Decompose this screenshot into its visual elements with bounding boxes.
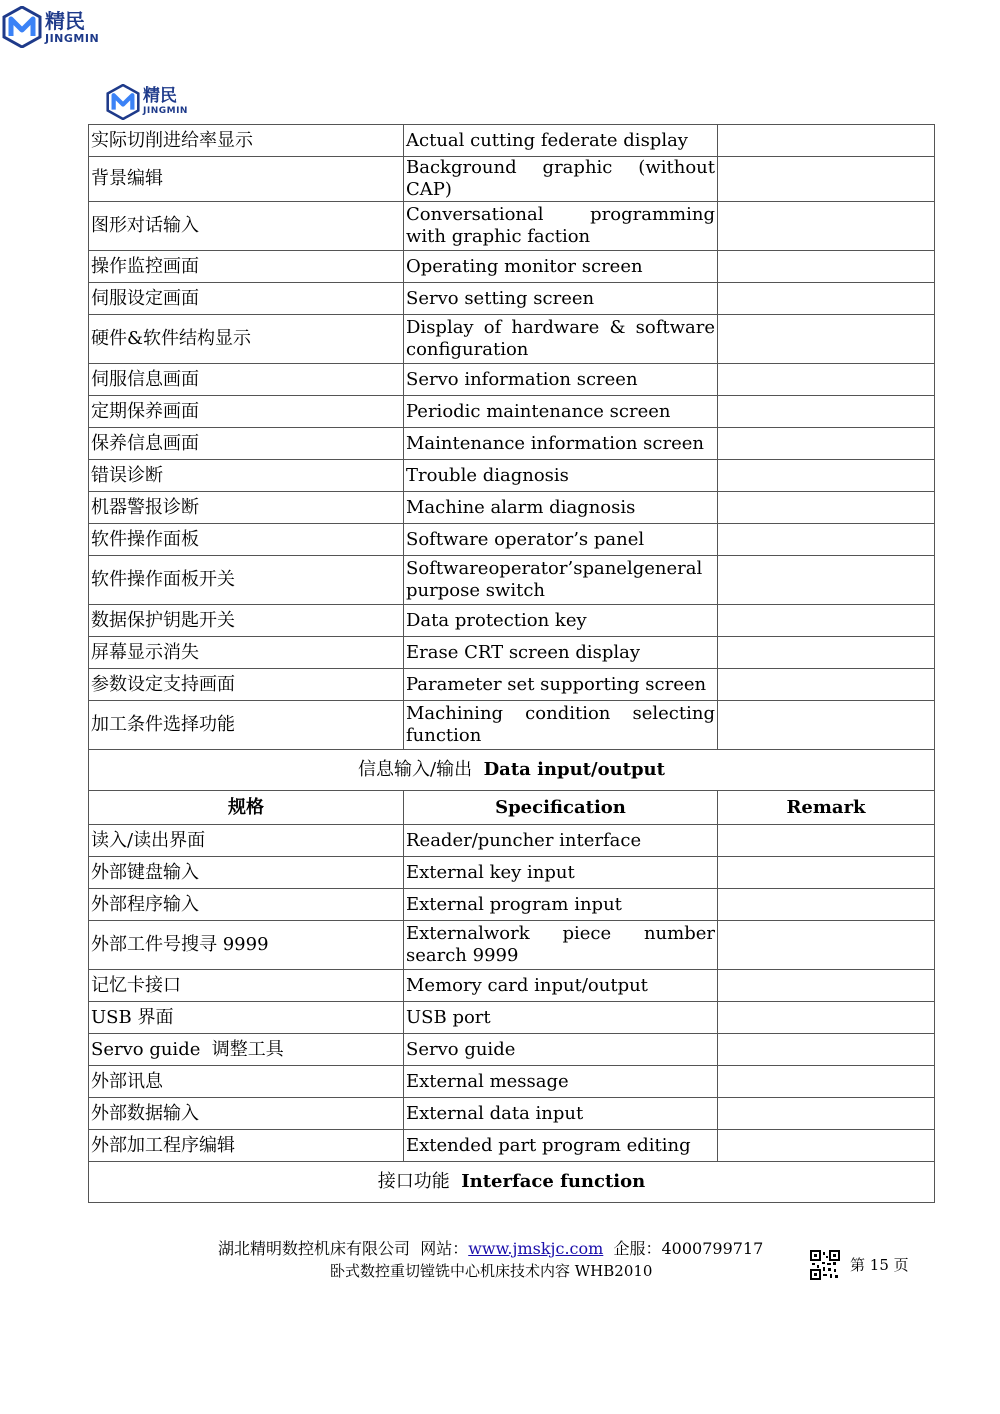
- website-link[interactable]: www.jmskjc.com: [468, 1239, 604, 1258]
- remark-cell: [718, 605, 935, 637]
- table-row: [89, 157, 935, 202]
- remark-cell: [718, 669, 935, 701]
- spec-en: Servo guide: [404, 1034, 718, 1066]
- spec-cn: 读入/读出界面: [89, 825, 404, 857]
- footer-doc-title: 卧式数控重切镗铣中心机床技术内容 WHB2010: [330, 1262, 653, 1280]
- spec-en: Machining condition selecting function: [404, 701, 718, 750]
- spec-en: Reader/puncher interface: [404, 825, 718, 857]
- corner-logo: [2, 6, 99, 48]
- remark-cell: [718, 1066, 935, 1098]
- table-row: [89, 1034, 935, 1066]
- footer-service-phone: 4000799717: [661, 1239, 764, 1258]
- spec-en: Actual cutting federate display: [404, 125, 718, 157]
- spec-cn: 伺服设定画面: [89, 283, 404, 315]
- spec-en: Display of hardware & software configuration: [404, 315, 718, 364]
- table-row: [89, 315, 935, 364]
- spec-en: Maintenance information screen: [404, 428, 718, 460]
- spec-en: Trouble diagnosis: [404, 460, 718, 492]
- spec-table: [88, 124, 935, 1203]
- remark-cell: [718, 157, 935, 202]
- qr-code-icon: [810, 1250, 840, 1280]
- table-row: [89, 556, 935, 605]
- spec-en: Extended part program editing: [404, 1130, 718, 1162]
- section-heading: [89, 1162, 935, 1203]
- spec-en: Conversational programming with graphic faction: [404, 202, 718, 251]
- footer-contact-line: [218, 1236, 763, 1259]
- spec-en: Servo setting screen: [404, 283, 718, 315]
- spec-en: External message: [404, 1066, 718, 1098]
- spec-cn: 保养信息画面: [89, 428, 404, 460]
- spec-cn: 屏幕显示消失: [89, 637, 404, 669]
- spec-en: Erase CRT screen display: [404, 637, 718, 669]
- section-title-en: Data input/output: [483, 759, 665, 780]
- spec-cn: 定期保养画面: [89, 396, 404, 428]
- remark-cell: [718, 556, 935, 605]
- remark-cell: [718, 492, 935, 524]
- spec-en: Externalwork piece number search 9999: [404, 921, 718, 970]
- header-logo: [106, 84, 188, 120]
- spec-en: Software operator’s panel: [404, 524, 718, 556]
- spec-en: Data protection key: [404, 605, 718, 637]
- spec-cn: 外部程序输入: [89, 889, 404, 921]
- spec-cn: 机器警报诊断: [89, 492, 404, 524]
- remark-cell: [718, 1130, 935, 1162]
- spec-en: USB port: [404, 1002, 718, 1034]
- spec-cn: 加工条件选择功能: [89, 701, 404, 750]
- spec-cn: 外部数据输入: [89, 1098, 404, 1130]
- logo-name-cn: 精民: [143, 86, 177, 106]
- spec-en: Parameter set supporting screen: [404, 669, 718, 701]
- footer-site-label: 网站：: [420, 1239, 469, 1258]
- table-row: [89, 637, 935, 669]
- spec-en: Softwareoperator’spanelgeneral purpose switch: [404, 556, 718, 605]
- table-row: [89, 202, 935, 251]
- spec-cn: 记忆卡接口: [89, 970, 404, 1002]
- spec-en: Operating monitor screen: [404, 251, 718, 283]
- table-row: [89, 1066, 935, 1098]
- remark-cell: [718, 970, 935, 1002]
- spec-cn: 实际切削进给率显示: [89, 125, 404, 157]
- logo-name-cn: 精民: [45, 8, 85, 33]
- remark-cell: [718, 1034, 935, 1066]
- remark-cell: [718, 701, 935, 750]
- spec-cn: 参数设定支持画面: [89, 669, 404, 701]
- spec-en: Servo information screen: [404, 364, 718, 396]
- remark-cell: [718, 428, 935, 460]
- spec-cn: 数据保护钥匙开关: [89, 605, 404, 637]
- section-title-cn: 接口功能: [377, 1171, 450, 1192]
- table-row: [89, 125, 935, 157]
- spec-cn: 硬件&软件结构显示: [89, 315, 404, 364]
- table-row: [89, 251, 935, 283]
- spec-table-body: [89, 125, 935, 1203]
- remark-cell: [718, 202, 935, 251]
- table-row: [89, 970, 935, 1002]
- spec-en: External program input: [404, 889, 718, 921]
- spec-cn: USB 界面: [89, 1002, 404, 1034]
- logo-name-en: JINGMIN: [143, 106, 188, 116]
- table-row: [89, 1002, 935, 1034]
- table-row: [89, 889, 935, 921]
- section-title-cn: 信息输入/输出: [358, 759, 473, 780]
- footer-company: 湖北精明数控机床有限公司: [218, 1239, 411, 1258]
- spec-cn: 图形对话输入: [89, 202, 404, 251]
- remark-cell: [718, 524, 935, 556]
- remark-cell: [718, 1098, 935, 1130]
- table-row: [89, 428, 935, 460]
- page-number-suffix: 页: [893, 1256, 909, 1274]
- spec-en: Memory card input/output: [404, 970, 718, 1002]
- spec-en: Machine alarm diagnosis: [404, 492, 718, 524]
- table-row: [89, 492, 935, 524]
- remark-cell: [718, 857, 935, 889]
- table-row: [89, 1130, 935, 1162]
- remark-cell: [718, 1002, 935, 1034]
- column-header-remark: Remark: [718, 791, 935, 825]
- spec-cn: 外部讯息: [89, 1066, 404, 1098]
- column-header-cn: 规格: [89, 791, 404, 825]
- spec-cn: 外部键盘输入: [89, 857, 404, 889]
- remark-cell: [718, 396, 935, 428]
- section-heading-row: [89, 750, 935, 791]
- remark-cell: [718, 125, 935, 157]
- remark-cell: [718, 283, 935, 315]
- table-row: [89, 857, 935, 889]
- section-heading: [89, 750, 935, 791]
- table-row: [89, 283, 935, 315]
- remark-cell: [718, 315, 935, 364]
- jingmin-logo-icon: [106, 84, 140, 120]
- spec-cn: 外部工件号搜寻 9999: [89, 921, 404, 970]
- remark-cell: [718, 364, 935, 396]
- page-number-prefix: 第: [850, 1256, 866, 1274]
- table-row: [89, 396, 935, 428]
- page-number: [850, 1254, 909, 1275]
- remark-cell: [718, 637, 935, 669]
- logo-name-en: JINGMIN: [45, 31, 100, 45]
- spec-cn: Servo guide 调整工具: [89, 1034, 404, 1066]
- remark-cell: [718, 251, 935, 283]
- table-row: [89, 460, 935, 492]
- spec-cn: 外部加工程序编辑: [89, 1130, 404, 1162]
- column-header-spec: Specification: [404, 791, 718, 825]
- spec-cn: 软件操作面板: [89, 524, 404, 556]
- jingmin-logo-icon: [2, 6, 42, 48]
- spec-en: Periodic maintenance screen: [404, 396, 718, 428]
- remark-cell: [718, 921, 935, 970]
- table-row: [89, 605, 935, 637]
- table-row: [89, 825, 935, 857]
- spec-cn: 操作监控画面: [89, 251, 404, 283]
- remark-cell: [718, 825, 935, 857]
- table-row: [89, 1098, 935, 1130]
- page-number-value: 15: [869, 1256, 889, 1274]
- spec-cn: 软件操作面板开关: [89, 556, 404, 605]
- footer-service-label: 企服：: [613, 1239, 662, 1258]
- table-row: [89, 524, 935, 556]
- remark-cell: [718, 460, 935, 492]
- table-row: [89, 921, 935, 970]
- section-heading-row: [89, 1162, 935, 1203]
- spec-cn: 错误诊断: [89, 460, 404, 492]
- spec-en: External key input: [404, 857, 718, 889]
- column-header-row: [89, 791, 935, 825]
- table-row: [89, 701, 935, 750]
- spec-en: External data input: [404, 1098, 718, 1130]
- spec-en: Background graphic (without CAP): [404, 157, 718, 202]
- spec-cn: 伺服信息画面: [89, 364, 404, 396]
- table-row: [89, 364, 935, 396]
- section-title-en: Interface function: [461, 1171, 646, 1192]
- remark-cell: [718, 889, 935, 921]
- spec-cn: 背景编辑: [89, 157, 404, 202]
- table-row: [89, 669, 935, 701]
